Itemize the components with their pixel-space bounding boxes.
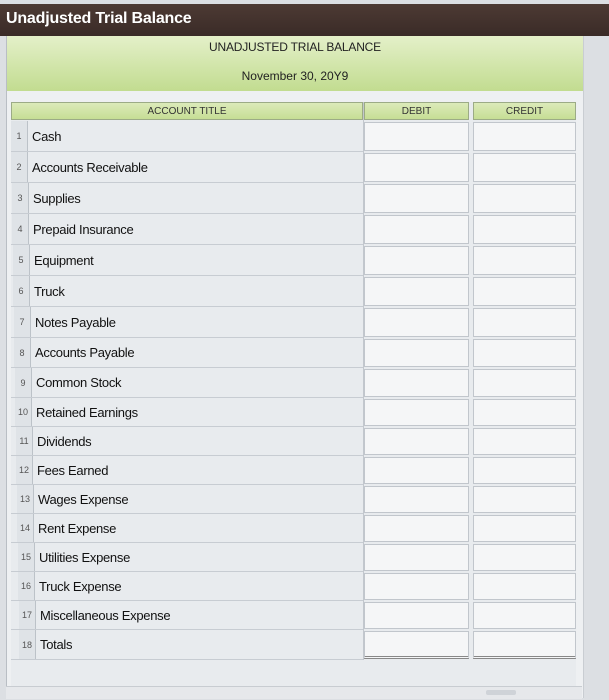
table-row [11,398,576,427]
account-title-cell: Common Stock [36,375,122,390]
row-number: 7 [14,307,31,338]
credit-input[interactable] [473,215,576,244]
debit-input[interactable] [364,215,469,244]
debit-input[interactable] [364,544,469,571]
account-title-cell: Truck [34,284,65,299]
table-row [11,276,576,307]
account-title-cell: Truck Expense [39,579,122,594]
account-title-cell: Rent Expense [38,521,117,536]
row-number: 4 [12,214,29,245]
account-title-cell: Retained Earnings [36,405,138,420]
credit-input[interactable] [473,369,576,397]
row-number: 6 [13,276,30,307]
table-row [11,427,576,456]
account-title-cell: Miscellaneous Expense [40,608,171,623]
credit-input[interactable] [473,515,576,542]
credit-input[interactable] [473,122,576,151]
table-row [11,338,576,368]
column-header-account-title: ACCOUNT TITLE [11,102,363,120]
row-number: 13 [17,485,34,514]
row-number: 1 [11,121,28,152]
account-title-cell: Accounts Receivable [32,160,148,175]
account-title-cell: Dividends [37,434,92,449]
debit-input[interactable] [364,153,469,182]
row-number: 3 [12,183,29,214]
row-number: 9 [15,368,32,398]
row-number: 17 [19,601,36,630]
row-number: 15 [18,543,35,572]
debit-input[interactable] [364,122,469,151]
column-header-debit: DEBIT [364,102,469,120]
credit-input[interactable] [473,153,576,182]
debit-input[interactable] [364,486,469,513]
row-number: 8 [14,338,31,368]
credit-input[interactable] [473,184,576,213]
credit-input[interactable] [473,631,576,659]
credit-input[interactable] [473,544,576,571]
debit-input[interactable] [364,308,469,337]
debit-input[interactable] [364,602,469,629]
credit-input[interactable] [473,339,576,367]
debit-input[interactable] [364,339,469,367]
window-titlebar [0,4,609,36]
table-row [11,630,576,660]
account-title-cell: Totals [40,637,73,652]
table-row [11,601,576,630]
row-number: 18 [19,630,36,660]
credit-input[interactable] [473,573,576,600]
credit-input[interactable] [473,486,576,513]
row-number: 11 [16,427,33,456]
account-title-cell: Equipment [34,253,94,268]
table-row [11,543,576,572]
debit-input[interactable] [364,246,469,275]
row-number: 10 [15,398,32,427]
table-row [11,245,576,276]
report-header [7,36,583,91]
debit-input[interactable] [364,457,469,484]
column-header-credit: CREDIT [473,102,576,120]
debit-input[interactable] [364,428,469,455]
credit-input[interactable] [473,399,576,426]
account-title-cell: Cash [32,129,62,144]
row-divider [11,659,363,660]
debit-input[interactable] [364,631,469,659]
table-row [11,485,576,514]
account-title-cell: Wages Expense [38,492,129,507]
row-number: 16 [18,572,35,601]
table-row [11,183,576,214]
account-title-cell: Notes Payable [35,315,116,330]
account-title-cell: Utilities Expense [39,550,130,565]
debit-input[interactable] [364,184,469,213]
row-number: 5 [13,245,30,276]
account-title-cell: Fees Earned [37,463,109,478]
trial-balance-sheet [6,36,584,698]
row-number: 12 [16,456,33,485]
table-row [11,152,576,183]
debit-input[interactable] [364,277,469,306]
row-number: 14 [17,514,34,543]
table-row [11,572,576,601]
debit-input[interactable] [364,573,469,600]
credit-input[interactable] [473,277,576,306]
account-title-cell: Supplies [33,191,81,206]
table-row [11,368,576,398]
debit-input[interactable] [364,515,469,542]
column-divider [363,102,364,660]
credit-input[interactable] [473,308,576,337]
debit-input[interactable] [364,399,469,426]
credit-input[interactable] [473,457,576,484]
horizontal-scrollbar[interactable] [6,686,582,699]
report-title: UNADJUSTED TRIAL BALANCE [209,40,381,54]
table-row [11,307,576,338]
account-title-cell: Accounts Payable [35,345,135,360]
table-row [11,456,576,485]
account-title-cell: Prepaid Insurance [33,222,134,237]
table-row [11,514,576,543]
credit-input[interactable] [473,602,576,629]
window-title: Unadjusted Trial Balance [6,10,192,27]
scrollbar-thumb[interactable] [486,690,516,695]
table-row [11,121,576,152]
report-date: November 30, 20Y9 [241,69,349,83]
debit-input[interactable] [364,369,469,397]
credit-input[interactable] [473,428,576,455]
row-number: 2 [11,152,28,183]
credit-input[interactable] [473,246,576,275]
trial-balance-table [11,102,576,694]
table-row [11,214,576,245]
